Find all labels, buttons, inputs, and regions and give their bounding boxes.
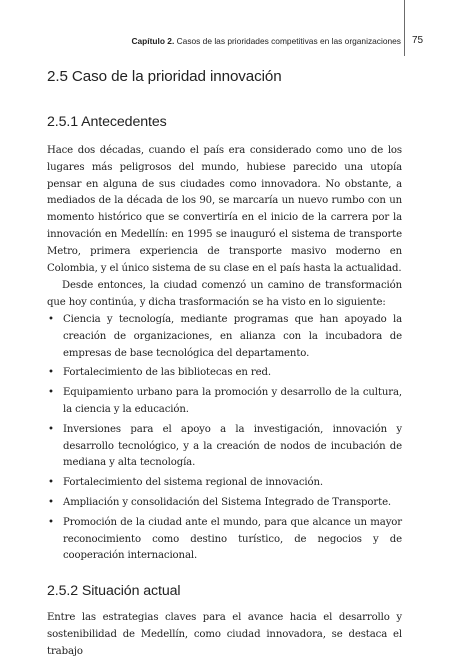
list-item xyxy=(47,385,402,419)
chapter-label: Capítulo 2. xyxy=(131,36,175,46)
running-header xyxy=(131,36,401,46)
subsection-title-antecedentes: 2.5.1 Antecedentes xyxy=(47,114,167,130)
bullet-marker: • xyxy=(48,423,54,435)
list-item-text: Inversiones para el apoyo a la investigación, innovación y desarrollo tecnológico, y a la creación de nodos de incubación de mediana y alta tecnología. xyxy=(63,423,402,469)
list-item xyxy=(47,365,402,382)
list-item-text: Equipamiento urbano para la promoción y desarrollo de la cultura, la ciencia y la educación. xyxy=(63,387,402,415)
bullet-marker: • xyxy=(48,367,54,379)
list-item-text: Ampliación y consolidación del Sistema Integrado de Transporte. xyxy=(63,496,392,508)
paragraph-antecedentes-1: Hace dos décadas, cuando el país era considerado como uno de los lugares más peligrosos del mundo, hubiese parecido una utopía pensar en alguna de sus ciudades como innovadora. No obstante, a mediados de la década de los 90, se marcaría un nuevo rumbo con un momento histórico que se convertiría en el inicio de la carrera por la innovación en Medellín: en 1995 se inauguró el sistema de transporte Metro, primera experiencia de transporte masivo moderno en Colombia, y el único sistema de su clase en el país hasta la actualidad. xyxy=(47,145,402,274)
list-item xyxy=(47,422,402,472)
paragraph-situacion-1: Entre las estrategias claves para el avance hacia el desarrollo y sostenibilidad de Medellín, como ciudad innovadora, se destaca el trabajo xyxy=(47,612,402,657)
chapter-title: Casos de las prioridades competitivas en las organizaciones xyxy=(176,36,401,46)
list-item xyxy=(47,475,402,492)
bullet-marker: • xyxy=(48,477,54,489)
page-body xyxy=(47,66,402,661)
list-item xyxy=(47,495,402,512)
header-divider xyxy=(404,0,405,56)
list-item-text: Fortalecimiento del sistema regional de innovación. xyxy=(63,477,323,489)
list-item-text: Fortalecimiento de las bibliotecas en red. xyxy=(63,367,271,379)
list-item xyxy=(47,515,402,565)
bullet-marker: • xyxy=(48,313,54,325)
bullet-marker: • xyxy=(48,516,54,528)
bullet-marker: • xyxy=(48,496,54,508)
page-number: 75 xyxy=(412,35,424,46)
bullet-marker: • xyxy=(48,387,54,399)
transformation-list xyxy=(47,312,402,565)
list-item-text: Ciencia y tecnología, mediante programas que han apoyado la creación de organizaciones, en alianza con la incubadora de empresas de base tecnológica del departamento. xyxy=(63,313,402,359)
section-title: 2.5 Caso de la prioridad innovación xyxy=(47,68,282,85)
paragraph-antecedentes-2: Desde entonces, la ciudad comenzó un camino de transformación que hoy continúa, y dicha trasformación se ha visto en lo siguiente: xyxy=(47,280,402,309)
list-item-text: Promoción de la ciudad ante el mundo, para que alcance un mayor reconocimiento como destino turístico, de negocios y de cooperación internacional. xyxy=(63,516,402,562)
list-item xyxy=(47,312,402,362)
subsection-title-situacion: 2.5.2 Situación actual xyxy=(47,583,181,600)
